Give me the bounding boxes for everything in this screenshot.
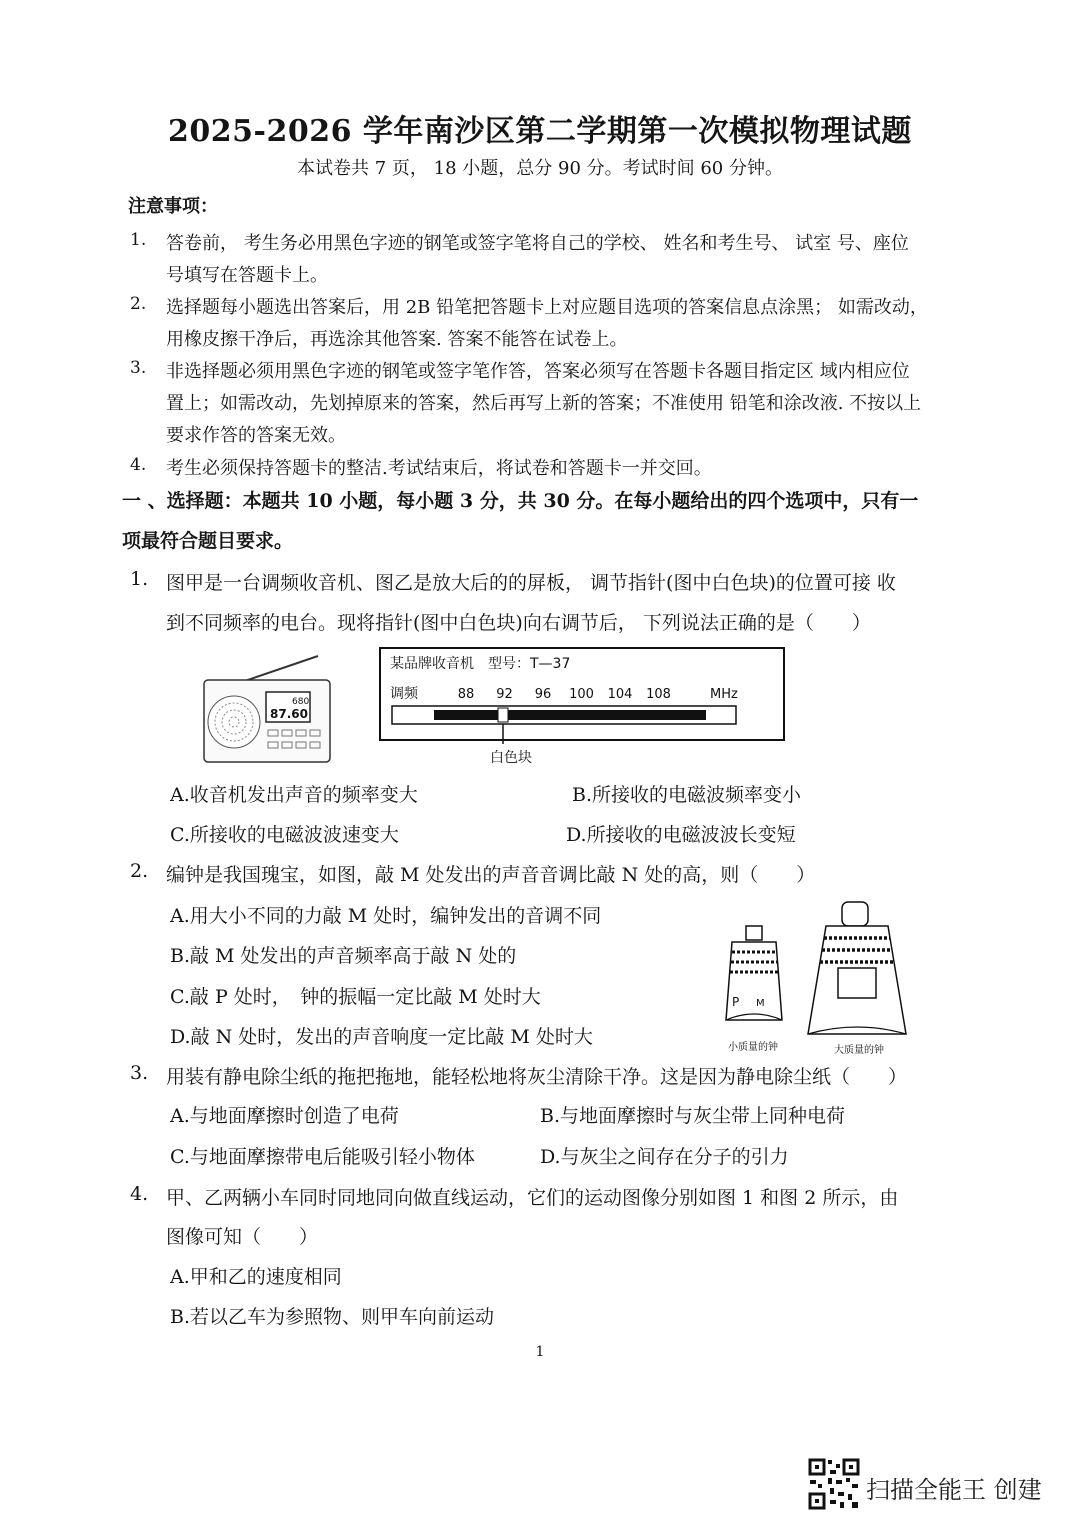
note-2-line-2: 用橡皮擦干净后，再选涂其他答案. 答案不能答在试卷上。: [166, 329, 628, 350]
dial-scale-bar: [434, 710, 706, 720]
bell-point-m: M: [756, 998, 765, 1009]
q3-option-b: B.与地面摩擦时与灰尘带上同种电荷: [540, 1105, 846, 1127]
q4-stem-line-2: 图像可知（ ）: [166, 1226, 319, 1248]
large-bell-caption: 大质量的钟: [834, 1045, 884, 1056]
dial-tick: 96: [534, 687, 552, 702]
note-3-line-1: 非选择题必须用黑色字迹的钢笔或签字笔作答，答案必须写在答题卡各题目指定区 域内相应位: [166, 361, 910, 382]
q1-option-a: A.收音机发出声音的频率变大: [170, 784, 418, 806]
large-bell-icon: [808, 902, 906, 1034]
note-1-line-2: 号填写在答题卡上。: [166, 265, 328, 286]
q3-stem: 用装有静电除尘纸的拖把拖地，能轻松地将灰尘清除干净。这是因为静电除尘纸（ ）: [166, 1066, 908, 1088]
dial-tick: 88: [457, 687, 475, 702]
q3-option-d: D.与灰尘之间存在分子的引力: [540, 1146, 789, 1168]
q1-option-d: D.所接收的电磁波波长变短: [566, 824, 796, 846]
section-heading-line-2: 项最符合题目要求。: [122, 530, 294, 552]
q2-option-d: D.敲 N 处时，发出的声音响度一定比敲 M 处时大: [170, 1026, 593, 1048]
speaker-grille-icon: [208, 696, 260, 748]
q1-number: 1.: [130, 568, 149, 590]
radio-figure: [196, 650, 336, 765]
q4-number: 4.: [130, 1183, 149, 1205]
q4-option-a: A.甲和乙的速度相同: [170, 1266, 342, 1288]
note-4-line-1: 考生必须保持答题卡的整洁.考试结束后，将试卷和答题卡一并交回。: [166, 458, 712, 479]
note-2-line-1: 选择题每小题选出答案后，用 2B 铅笔把答题卡上对应题目选项的答案信息点涂黑； 如需改动，: [166, 297, 928, 318]
small-bell-icon: [726, 926, 782, 1020]
note-3-line-2: 置上；如需改动，先划掉原来的答案，然后再写上新的答案；不准使用 铅笔和涂改液. 不按以上: [166, 393, 922, 414]
section-heading-line-1: 一 、选择题：本题共 10 小题，每小题 3 分，共 30 分。在每小题给出的四个选项中，只有一: [122, 490, 919, 512]
bell-point-p: P: [732, 995, 740, 1009]
scanner-watermark: 扫描全能王 创建: [866, 1476, 1042, 1504]
q2-option-c: C.敲 P 处时， 钟的振幅一定比敲 M 处时大: [170, 986, 541, 1008]
q3-option-c: C.与地面摩擦带电后能吸引轻小物体: [170, 1146, 475, 1168]
notes-heading: 注意事项：: [128, 196, 218, 217]
pointer-label: 白色块: [490, 750, 532, 766]
note-1-number: 1.: [130, 230, 147, 250]
note-3-number: 3.: [130, 358, 147, 378]
dial-tick: 104: [607, 687, 633, 702]
note-3-line-3: 要求作答的答案无效。: [166, 425, 346, 446]
q1-stem-line-2: 到不同频率的电台。现将指针(图中白色块)向右调节后， 下列说法正确的是（ ）: [166, 612, 871, 634]
page-title: 2025-2026 学年南沙区第二学期第一次模拟物理试题: [168, 114, 912, 149]
radio-display-top: 680: [292, 697, 310, 707]
note-1-line-1: 答卷前， 考生务必用黑色字迹的钢笔或签字笔将自己的学校、 姓名和考生号、 试室 号、座位: [166, 233, 909, 254]
note-2-number: 2.: [130, 294, 147, 314]
q1-stem-line-1: 图甲是一台调频收音机、图乙是放大后的的屏板， 调节指针(图中白色块)的位置可接 收: [166, 572, 896, 594]
note-4-number: 4.: [130, 455, 147, 475]
q4-stem-line-1: 甲、乙两辆小车同时同地同向做直线运动，它们的运动图像分别如图 1 和图 2 所示，由: [166, 1187, 899, 1209]
dial-unit: MHz: [710, 687, 738, 702]
radio-display-main: 87.60: [270, 707, 308, 721]
page-number: 1: [535, 1344, 545, 1360]
q2-stem: 编钟是我国瑰宝，如图，敲 M 处发出的声音音调比敲 N 处的高，则（ ）: [166, 864, 816, 886]
dial-tick: 92: [496, 687, 513, 702]
dial-panel-title: 某品牌收音机 型号：T—37: [390, 656, 571, 672]
q2-option-a: A.用大小不同的力敲 M 处时，编钟发出的音调不同: [170, 905, 602, 927]
exam-info: 本试卷共 7 页， 18 小题，总分 90 分。考试时间 60 分钟。: [297, 158, 783, 179]
q2-option-b: B.敲 M 处发出的声音频率高于敲 N 处的: [170, 945, 517, 967]
dial-tick: 100: [569, 687, 594, 702]
q1-option-c: C.所接收的电磁波波速变大: [170, 824, 399, 846]
q1-option-b: B.所接收的电磁波频率变小: [572, 784, 802, 806]
q2-number: 2.: [130, 860, 149, 882]
q3-number: 3.: [130, 1062, 149, 1084]
white-pointer-block: [498, 708, 508, 722]
q4-option-b: B.若以乙车为参照物、则甲车向前运动: [170, 1306, 495, 1328]
q3-option-a: A.与地面摩擦时创造了电荷: [170, 1105, 399, 1127]
dial-tick: 108: [646, 687, 671, 702]
tuning-dial-figure: [378, 646, 788, 770]
dial-label: 调频: [390, 686, 418, 702]
bianzhong-bells-figure: [722, 896, 918, 1058]
small-bell-caption: 小质量的钟: [728, 1042, 778, 1053]
qr-code-icon: [808, 1458, 860, 1510]
